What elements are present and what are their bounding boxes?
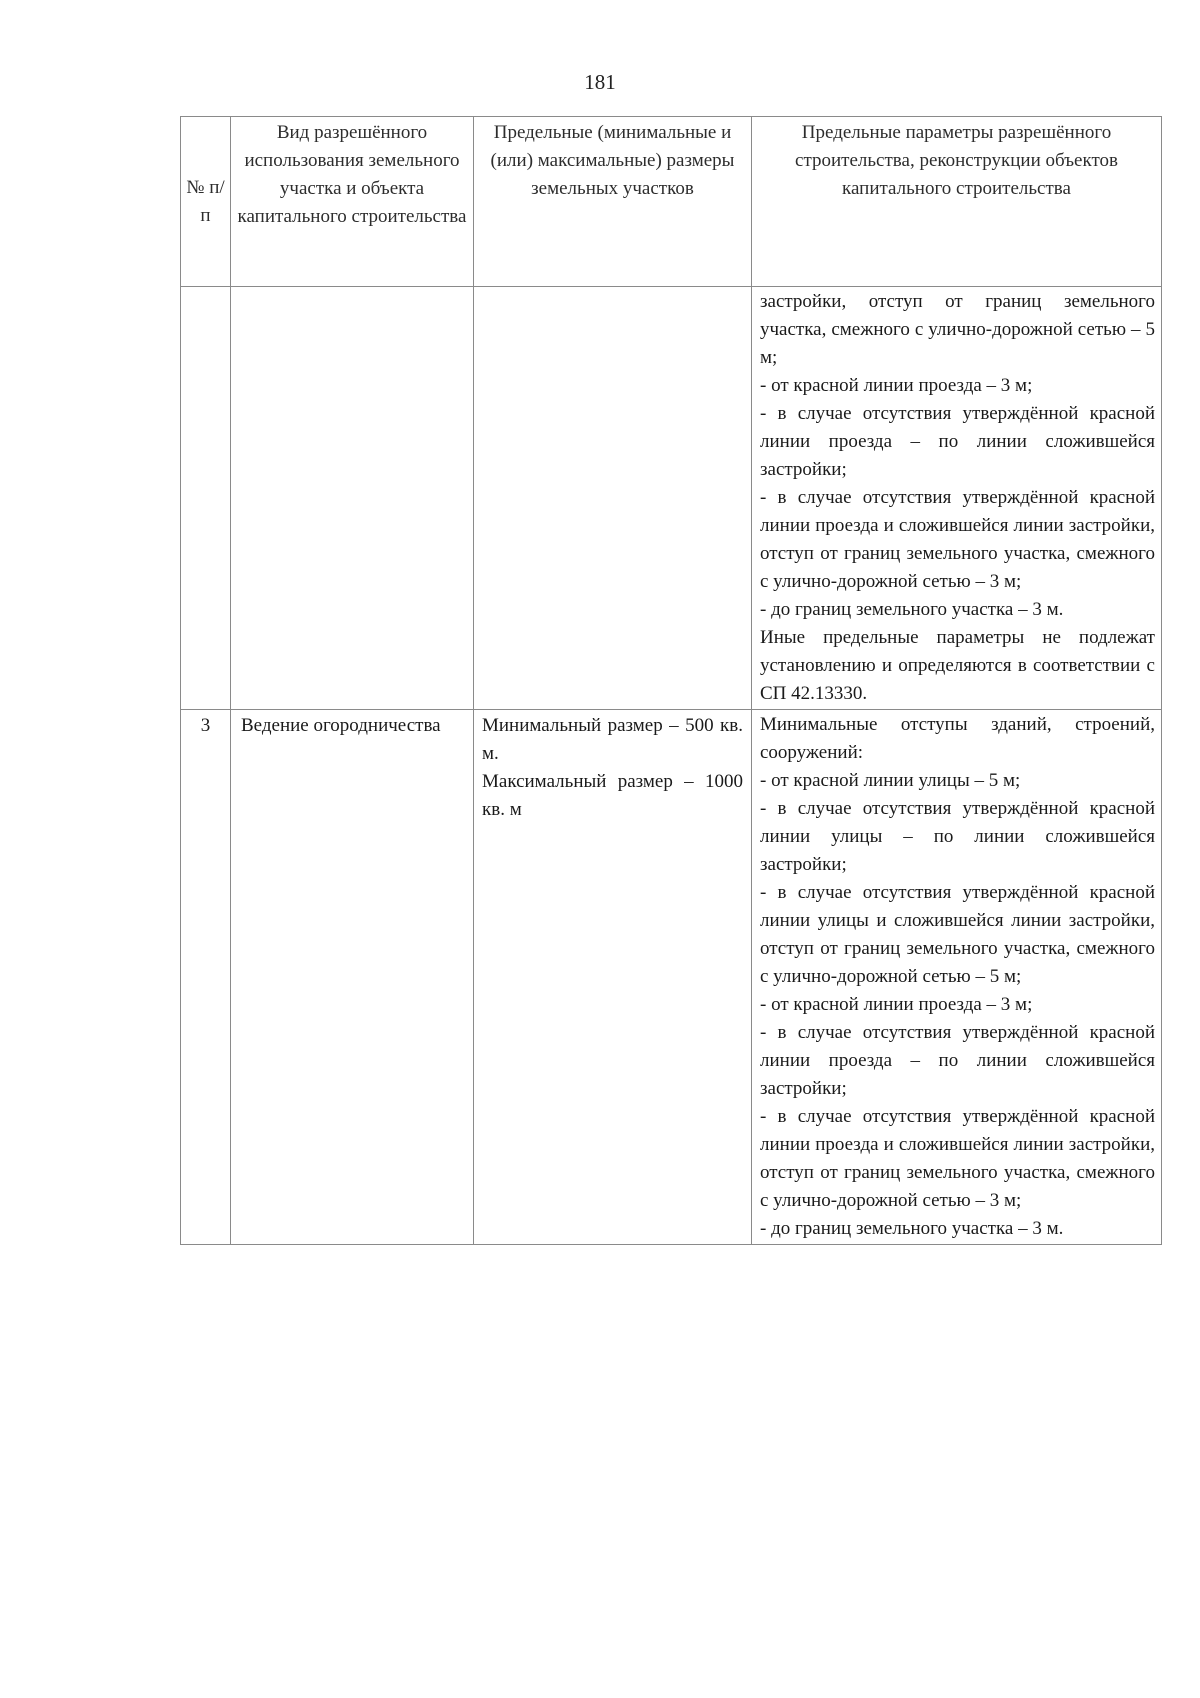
param-line: - в случае отсутствия утверждённой красной линии проезда и сложившейся линии застройки, отступ от границ земельного участка, смежного с улично-дорожной сетью – 3 м; (760, 1106, 1155, 1211)
table-header-row (181, 117, 1162, 287)
cell-permitted-use: Ведение огородничества (231, 710, 474, 1245)
param-line: - в случае отсутствия утверждённой красной линии проезда и сложившейся линии застройки, отступ от границ земельного участка, смежного с улично-дорожной сетью – 3 м; (760, 487, 1155, 592)
param-line: Иные предельные параметры не подлежат установлению и определяются в соответствии с СП 42.13330. (760, 627, 1155, 704)
table-row-3 (181, 710, 1162, 1245)
param-line: - от красной линии проезда – 3 м; (760, 994, 1033, 1015)
param-line: - в случае отсутствия утверждённой красной линии проезда – по линии сложившейся застройки; (760, 1022, 1155, 1099)
header-permitted-use: Вид разрешённого использования земельного участка и объекта капитального строительства (231, 117, 474, 287)
cell-parameters-continuation (752, 287, 1162, 710)
max-size-line: Максимальный размер – 1000 кв. м (482, 771, 743, 820)
param-line: - от красной линии проезда – 3 м; (760, 375, 1033, 396)
param-line: - в случае отсутствия утверждённой красной линии улицы и сложившейся линии застройки, отступ от границ земельного участка, смежного с улично-дорожной сетью – 5 м; (760, 882, 1155, 987)
min-size-line: Минимальный размер – 500 кв. м. (482, 715, 743, 764)
cell-construction-parameters (752, 710, 1162, 1245)
param-line: - до границ земельного участка – 3 м. (760, 1218, 1064, 1239)
cell-use-empty (231, 287, 474, 710)
param-line: Минимальные отступы зданий, строений, сооружений: (760, 714, 1155, 763)
cell-plot-size (474, 710, 752, 1245)
param-line: - до границ земельного участка – 3 м. (760, 599, 1064, 620)
param-line: застройки, отступ от границ земельного участка, смежного с улично-дорожной сетью – 5 м; (760, 291, 1155, 368)
cell-size-empty (474, 287, 752, 710)
param-line: - в случае отсутствия утверждённой красной линии улицы – по линии сложившейся застройки; (760, 798, 1155, 875)
page-number: 181 (584, 70, 616, 94)
header-construction-parameters: Предельные параметры разрешённого строительства, реконструкции объектов капитального строительства (752, 117, 1162, 287)
cell-number-empty (181, 287, 231, 710)
table-row-continuation (181, 287, 1162, 710)
param-line: - в случае отсутствия утверждённой красной линии проезда – по линии сложившейся застройки; (760, 403, 1155, 480)
cell-row-number: 3 (181, 710, 231, 1245)
header-number: № п/п (181, 117, 231, 287)
param-line: - от красной линии улицы – 5 м; (760, 770, 1021, 791)
header-plot-size-limits: Предельные (минимальные и (или) максимальные) размеры земельных участков (474, 117, 752, 287)
land-use-regulations-table (180, 116, 1162, 1245)
